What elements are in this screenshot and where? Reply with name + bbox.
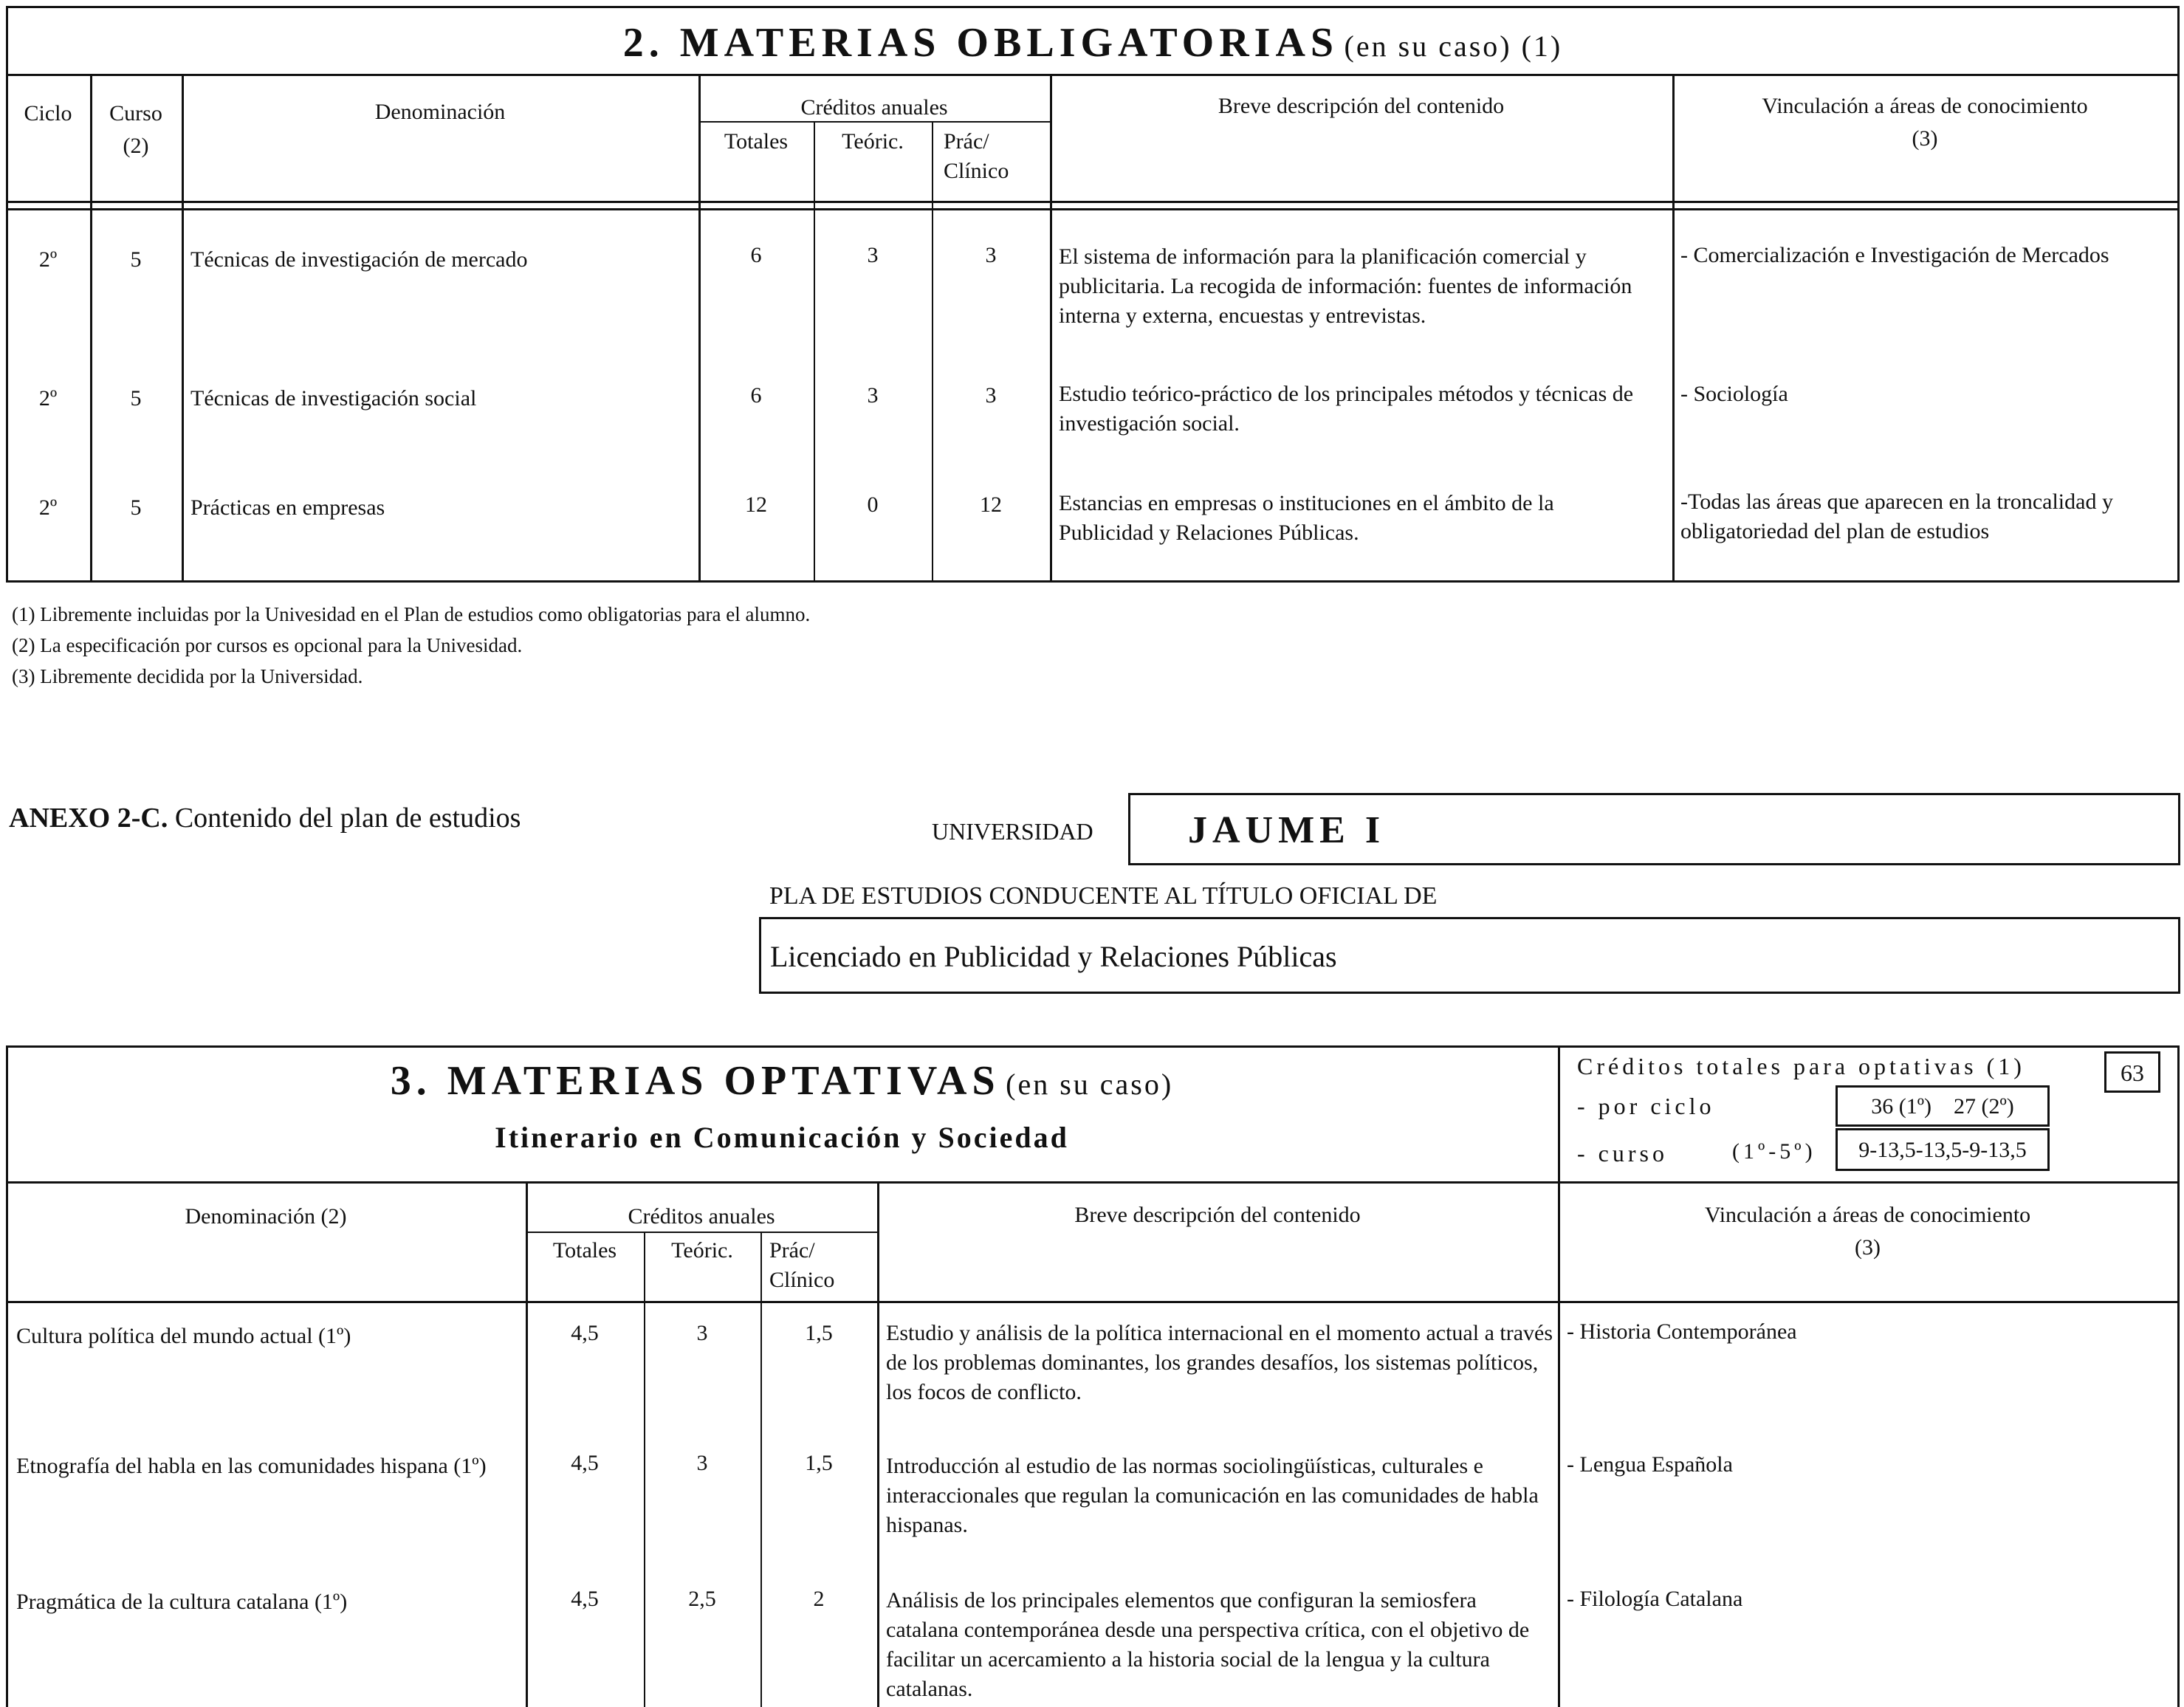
- prac-cell: 12: [980, 492, 1002, 517]
- header-clinico: Clínico: [944, 159, 1009, 183]
- teoric-cell: 3: [867, 383, 879, 408]
- vinculacion-cell: - Lengua Española: [1567, 1452, 1733, 1477]
- descripcion-cell: Introducción al estudio de las normas sociolingüísticas, culturales e interaccionales que regulan la comunicación en las comunidades de habla hispanas.: [886, 1454, 1539, 1537]
- header-clinico: Clínico: [769, 1268, 835, 1292]
- totales-cell: 4,5: [571, 1321, 599, 1345]
- teoric-cell: 3: [696, 1451, 708, 1475]
- optativas-subtitle: Itinerario en Comunicación y Sociedad: [495, 1121, 1069, 1154]
- vinculacion-cell: -Todas las áreas que aparecen en la troncalidad y obligatoriedad del plan de estudios: [1680, 490, 2113, 543]
- curso-box: [1836, 1128, 2050, 1171]
- header-vinculacion: Vinculación a áreas de conocimiento: [1762, 94, 2088, 118]
- ciclo-cell: 2º: [38, 386, 58, 411]
- curso-value: 9-13,5-13,5-9-13,5: [1858, 1138, 2027, 1162]
- titulo-box: [759, 917, 2180, 994]
- vinculacion-cell: - Filología Catalana: [1567, 1587, 1743, 1611]
- teoric-cell: 3: [867, 243, 879, 267]
- totales-cell: 4,5: [571, 1451, 599, 1475]
- totales-cell: 12: [745, 492, 767, 517]
- titulo-oficial: Licenciado en Publicidad y Relaciones Públicas: [770, 940, 1337, 973]
- header-vinculacion-note: (3): [1912, 126, 1938, 151]
- denominacion-cell: Técnicas de investigación de mercado: [190, 247, 528, 272]
- header-denominacion: Denominación (2): [185, 1204, 347, 1229]
- header-descripcion: Breve descripción del contenido: [1074, 1203, 1361, 1227]
- descripcion-cell: Estudio y análisis de la política internacional en el momento actual a través de los problemas dominantes, los grandes desafíos, los sistemas políticos, los focos de conflicto.: [886, 1321, 1553, 1404]
- header-curso: Curso: [109, 101, 162, 126]
- footnote: (1) Libremente incluidas por la Univesidad en el Plan de estudios como obligatorias para el alumno.: [12, 603, 811, 625]
- header-vinculacion-note: (3): [1855, 1235, 1881, 1260]
- prac-cell: 3: [985, 243, 997, 267]
- header-totales: Totales: [552, 1238, 617, 1263]
- optativas-title: 3. MATERIAS OPTATIVAS (en su caso): [390, 1058, 1174, 1104]
- header-prac: Prác/: [944, 129, 989, 154]
- curso-cell: 5: [130, 247, 142, 272]
- descripcion-cell: Estancias en empresas o instituciones en el ámbito de la Publicidad y Relaciones Públicas.: [1059, 491, 1554, 545]
- header-prac: Prác/: [769, 1238, 815, 1263]
- prac-cell: 1,5: [805, 1451, 833, 1475]
- header-vinculacion: Vinculación a áreas de conocimiento: [1704, 1203, 2031, 1227]
- header-totales: Totales: [724, 129, 789, 154]
- universidad-box: [1128, 793, 2180, 865]
- ciclo-cell: 2º: [38, 247, 58, 272]
- header-creditos-anuales: Créditos anuales: [800, 95, 948, 120]
- header-teoric: Teóric.: [671, 1238, 733, 1263]
- vinculacion-cell: - Comercialización e Investigación de Mercados: [1680, 243, 2109, 267]
- teoric-cell: 2,5: [688, 1587, 716, 1611]
- header-creditos-anuales: Créditos anuales: [628, 1204, 775, 1229]
- curso-cell: 5: [130, 386, 142, 411]
- denominacion-cell: Prácticas en empresas: [190, 495, 385, 520]
- descripcion-cell: El sistema de información para la planificación comercial y publicitaria. La recogida de información: fuentes de información interna y externa, encuestas y entrevistas.: [1059, 244, 1632, 328]
- creditos-totales-box: [2104, 1051, 2160, 1093]
- header-descripcion: Breve descripción del contenido: [1218, 94, 1505, 118]
- por-ciclo-label: - por ciclo: [1577, 1093, 1715, 1119]
- denominacion-cell: Etnografía del habla en las comunidades hispana (1º): [16, 1454, 487, 1478]
- denominacion-cell: Cultura política del mundo actual (1º): [16, 1324, 351, 1348]
- descripcion-cell: Estudio teórico-práctico de los principales métodos y técnicas de investigación social.: [1059, 382, 1634, 436]
- obligatorias-title: 2. MATERIAS OBLIGATORIAS (en su caso) (1): [622, 20, 1563, 66]
- totales-cell: 4,5: [571, 1587, 599, 1611]
- footnote: (2) La especificación por cursos es opcional para la Univesidad.: [12, 634, 523, 656]
- teoric-cell: 3: [696, 1321, 708, 1345]
- totales-cell: 6: [750, 243, 762, 267]
- por-ciclo-box: [1836, 1085, 2050, 1127]
- prac-cell: 1,5: [805, 1321, 833, 1345]
- descripcion-cell: Análisis de los principales elementos que configuran la semiosfera catalana contemporánea desde una perspectiva crítica, con el objetivo de facilitar un acercamiento a la historia social de la lengua y la cultura catalanas.: [886, 1588, 1530, 1701]
- creditos-totales-label: Créditos totales para optativas (1): [1577, 1053, 2025, 1079]
- curso-cell: 5: [130, 495, 142, 520]
- prac-cell: 2: [813, 1587, 825, 1611]
- totales-cell: 6: [750, 383, 762, 408]
- header-curso-note: (2): [123, 134, 149, 158]
- ciclo-cell: 2º: [38, 495, 58, 520]
- creditos-totales-value: 63: [2121, 1059, 2144, 1086]
- universidad-name: JAUME I: [1188, 809, 1386, 851]
- footnote: (3) Libremente decidida por la Universidad.: [12, 665, 363, 687]
- vinculacion-cell: - Sociología: [1680, 382, 1788, 406]
- anexo-label: ANEXO 2-C. Contenido del plan de estudios: [9, 803, 521, 834]
- prac-cell: 3: [985, 383, 997, 408]
- por-ciclo-value: 36 (1º) 27 (2º): [1871, 1094, 2014, 1119]
- universidad-label: UNIVERSIDAD: [932, 818, 1093, 845]
- header-denominacion: Denominación: [374, 100, 506, 124]
- header-teoric: Teóric.: [842, 129, 904, 154]
- denominacion-cell: Técnicas de investigación social: [190, 386, 477, 411]
- vinculacion-cell: - Historia Contemporánea: [1567, 1319, 1797, 1344]
- plan-label: PLA DE ESTUDIOS CONDUCENTE AL TÍTULO OFICIAL DE: [769, 882, 1438, 910]
- header-ciclo: Ciclo: [24, 101, 72, 126]
- curso-label: - curso: [1577, 1140, 1668, 1167]
- curso-range: (1º-5º): [1732, 1139, 1816, 1164]
- denominacion-cell: Pragmática de la cultura catalana (1º): [16, 1590, 348, 1614]
- teoric-cell: 0: [867, 492, 879, 517]
